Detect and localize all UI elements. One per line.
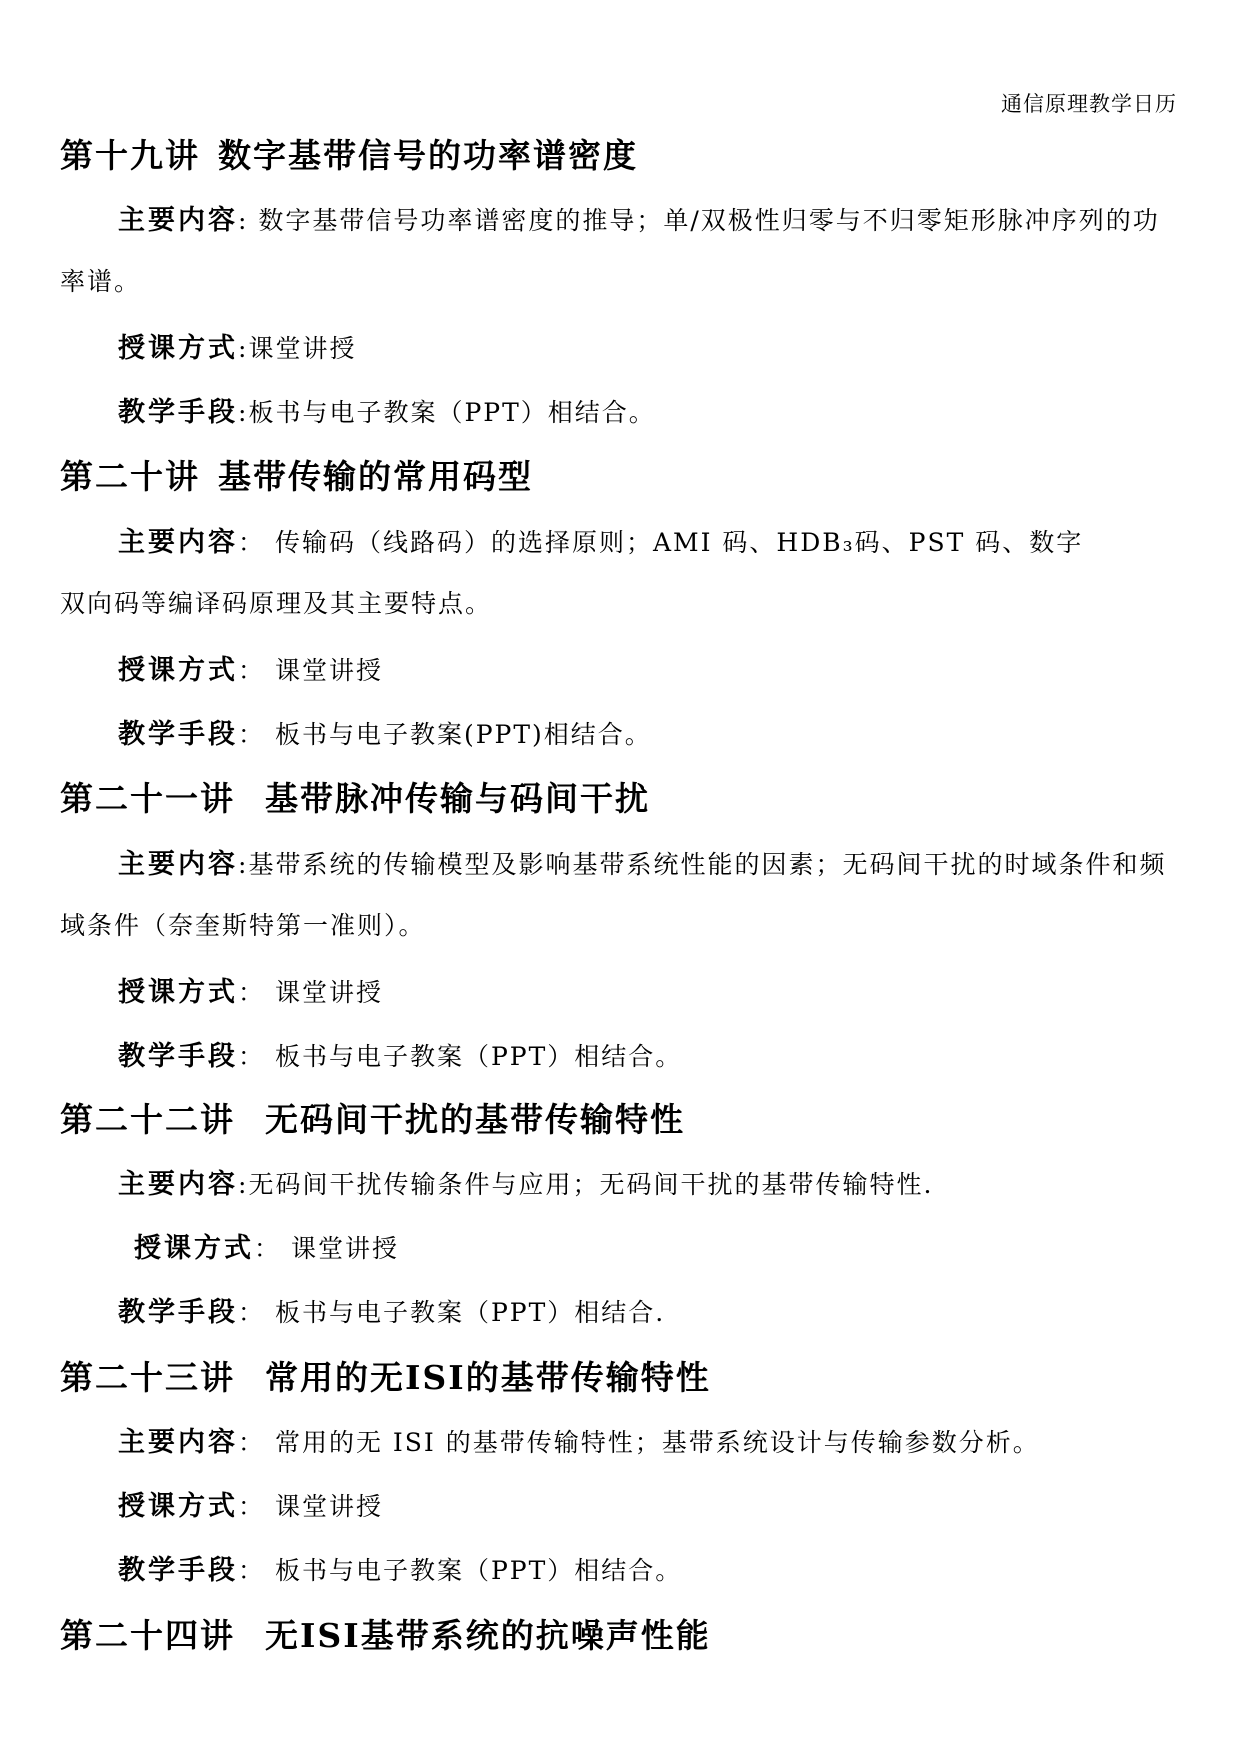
means-label: 教学手段	[118, 1041, 238, 1072]
means-line	[118, 390, 656, 429]
content-line	[118, 520, 1083, 559]
means-text: 板书与电子教案（PPT）相结合.	[274, 1298, 666, 1327]
method-sep: ：	[238, 978, 275, 1007]
content-line	[118, 1420, 1040, 1459]
method-line	[118, 970, 383, 1009]
method-text: 课堂讲授	[248, 334, 357, 363]
lecture-23-heading	[60, 1352, 711, 1399]
lecture-24-heading	[60, 1610, 711, 1657]
means-line	[118, 712, 652, 751]
method-line	[118, 326, 356, 365]
method-label: 授课方式	[118, 655, 238, 686]
lecture-number: 第二十三讲	[60, 1358, 235, 1397]
means-line	[118, 1548, 682, 1587]
method-text: 课堂讲授	[290, 1234, 399, 1263]
means-sep: ：	[238, 1042, 275, 1071]
method-sep: ：	[238, 1492, 275, 1521]
content-continuation: 域条件（奈奎斯特第一准则）。	[60, 911, 426, 940]
lecture-title: 常用的无ISI的基带传输特性	[265, 1358, 711, 1397]
means-text: 板书与电子教案（PPT）相结合。	[248, 398, 656, 427]
method-sep: ：	[254, 1234, 291, 1263]
content-text: 常用的无 ISI 的基带传输特性；基带系统设计与传输参数分析。	[274, 1428, 1040, 1457]
lecture-21-heading	[60, 773, 650, 820]
content-line	[118, 842, 1166, 881]
content-sep: :	[238, 1170, 249, 1199]
means-text: 板书与电子教案（PPT）相结合。	[274, 1042, 683, 1071]
means-label: 教学手段	[118, 1555, 238, 1586]
lecture-title: 基带传输的常用码型	[218, 457, 533, 496]
lecture-number: 第十九讲	[60, 136, 200, 175]
content-label: 主要内容	[118, 527, 238, 558]
means-line	[118, 1290, 665, 1329]
content-sep: :	[238, 206, 259, 235]
means-label: 教学手段	[118, 1297, 238, 1328]
lecture-number: 第二十讲	[60, 457, 200, 496]
content-text: 传输码（线路码）的选择原则；AMI 码、HDB₃码、PST 码、数字	[274, 528, 1084, 557]
method-label: 授课方式	[118, 977, 238, 1008]
means-sep: ：	[238, 1556, 275, 1585]
content-continuation: 双向码等编译码原理及其主要特点。	[60, 589, 493, 618]
means-text: 板书与电子教案(PPT)相结合。	[274, 720, 652, 749]
method-label: 授课方式	[118, 333, 238, 364]
method-line	[134, 1226, 399, 1265]
content-continuation: 率谱。	[60, 267, 142, 296]
content-text: 基带系统的传输模型及影响基带系统性能的因素；无码间干扰的时域条件和频	[248, 850, 1167, 879]
lecture-number: 第二十一讲	[60, 779, 235, 818]
method-sep: :	[238, 334, 249, 363]
content-sep: :	[238, 850, 249, 879]
method-line	[118, 1484, 383, 1523]
content-sep: ：	[238, 528, 275, 557]
method-label: 授课方式	[134, 1233, 254, 1264]
lecture-20-heading	[60, 451, 533, 498]
content-sep: ：	[238, 1428, 275, 1457]
lecture-number: 第二十四讲	[60, 1616, 235, 1655]
means-line	[118, 1034, 682, 1073]
lecture-title: 数字基带信号的功率谱密度	[218, 136, 638, 175]
means-sep: :	[238, 398, 249, 427]
content-label: 主要内容	[118, 1169, 238, 1200]
lecture-22-heading	[60, 1094, 685, 1141]
content-line	[118, 198, 1160, 237]
content-label: 主要内容	[118, 849, 238, 880]
content-text: 数字基带信号功率谱密度的推导；单/双极性归零与不归零矩形脉冲序列的功	[258, 206, 1160, 235]
method-sep: ：	[238, 656, 275, 685]
content-text: 无码间干扰传输条件与应用；无码间干扰的基带传输特性.	[248, 1170, 934, 1199]
content-label: 主要内容	[118, 205, 238, 236]
lecture-19-heading	[60, 130, 638, 177]
page-header: 通信原理教学日历	[1001, 92, 1177, 116]
means-sep: ：	[238, 1298, 275, 1327]
method-line	[118, 648, 383, 687]
means-label: 教学手段	[118, 397, 238, 428]
means-text: 板书与电子教案（PPT）相结合。	[274, 1556, 683, 1585]
method-text: 课堂讲授	[274, 978, 383, 1007]
lecture-title: 基带脉冲传输与码间干扰	[265, 779, 650, 818]
means-sep: ：	[238, 720, 275, 749]
lecture-title: 无ISI基带系统的抗噪声性能	[265, 1616, 711, 1655]
means-label: 教学手段	[118, 719, 238, 750]
method-text: 课堂讲授	[274, 656, 383, 685]
lecture-title: 无码间干扰的基带传输特性	[265, 1100, 685, 1139]
method-label: 授课方式	[118, 1491, 238, 1522]
content-label: 主要内容	[118, 1427, 238, 1458]
lecture-number: 第二十二讲	[60, 1100, 235, 1139]
method-text: 课堂讲授	[274, 1492, 383, 1521]
content-line	[118, 1162, 933, 1201]
